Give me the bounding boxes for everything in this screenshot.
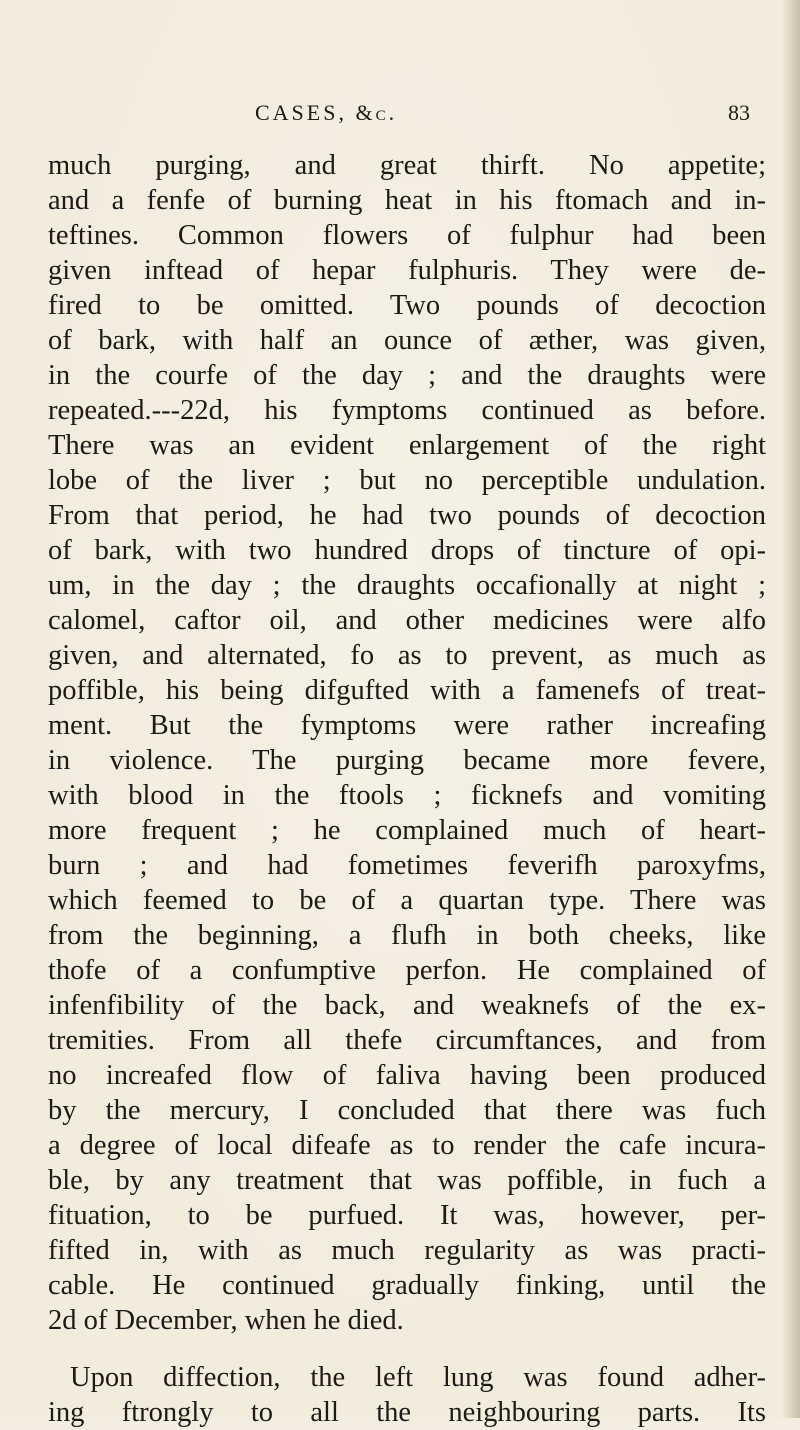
running-head	[50, 100, 750, 140]
text-line: infenfibility of the back, and weaknefs of the ex-	[48, 990, 766, 1021]
text-line: cable. He continued gradually finking, until the	[48, 1270, 766, 1301]
paragraph-2	[48, 1360, 766, 1430]
running-head-title: CASES, &c.	[255, 100, 398, 125]
text-line: From that period, he had two pounds of decoction	[48, 500, 766, 531]
text-line: ment. But the fymptoms were rather increafing	[48, 710, 766, 741]
text-line: lobe of the liver ; but no perceptible undulation.	[48, 465, 766, 496]
text-line: in violence. The purging became more fevere,	[48, 745, 766, 776]
text-line: thofe of a confumptive perfon. He complained of	[48, 955, 766, 986]
text-line: Upon diffection, the left lung was found adher-	[70, 1362, 766, 1393]
paragraph-gap	[48, 1338, 766, 1360]
text-line: 2d of December, when he died.	[48, 1305, 404, 1336]
text-line: fifted in, with as much regularity as was practi-	[48, 1235, 766, 1266]
text-line: in the courfe of the day ; and the draughts were	[48, 360, 766, 391]
text-line: given inftead of hepar fulphuris. They were de-	[48, 255, 766, 286]
text-line: repeated.---22d, his fymptoms continued as before.	[48, 395, 766, 426]
text-line: fired to be omitted. Two pounds of decoction	[48, 290, 766, 321]
text-line: There was an evident enlargement of the right	[48, 430, 766, 461]
text-line: of bark, with half an ounce of æther, was given,	[48, 325, 766, 356]
text-line: a degree of local difeafe as to render the cafe incura-	[48, 1130, 766, 1161]
text-line: with blood in the ftools ; ficknefs and vomiting	[48, 780, 766, 811]
page-number: 83	[728, 100, 750, 125]
paragraph-1	[48, 148, 766, 1338]
text-line: poffible, his being difgufted with a famenefs of treat-	[48, 675, 766, 706]
text-line: more frequent ; he complained much of heart-	[48, 815, 766, 846]
text-line: teftines. Common flowers of fulphur had been	[48, 220, 766, 251]
text-line: fituation, to be purfued. It was, however, per-	[48, 1200, 766, 1231]
text-line: which feemed to be of a quartan type. There was	[48, 885, 766, 916]
text-line: burn ; and had fometimes feverifh paroxyfms,	[48, 850, 766, 881]
page-edge-shadow	[782, 0, 800, 1418]
text-line: and a fenfe of burning heat in his ftomach and in-	[48, 185, 766, 216]
body-text	[48, 148, 766, 1430]
text-line: ble, by any treatment that was poffible, in fuch a	[48, 1165, 766, 1196]
text-line: by the mercury, I concluded that there was fuch	[48, 1095, 766, 1126]
text-line: ing ftrongly to all the neighbouring parts. Its	[48, 1397, 766, 1428]
text-line: given, and alternated, fo as to prevent, as much as	[48, 640, 766, 671]
text-line: from the beginning, a flufh in both cheeks, like	[48, 920, 766, 951]
text-line: tremities. From all thefe circumftances, and from	[48, 1025, 766, 1056]
text-line: no increafed flow of faliva having been produced	[48, 1060, 766, 1091]
text-line: um, in the day ; the draughts occafionally at night ;	[48, 570, 766, 601]
text-line: much purging, and great thirft. No appetite;	[48, 150, 766, 181]
text-line: calomel, caftor oil, and other medicines were alfo	[48, 605, 766, 636]
text-line: of bark, with two hundred drops of tincture of opi-	[48, 535, 766, 566]
